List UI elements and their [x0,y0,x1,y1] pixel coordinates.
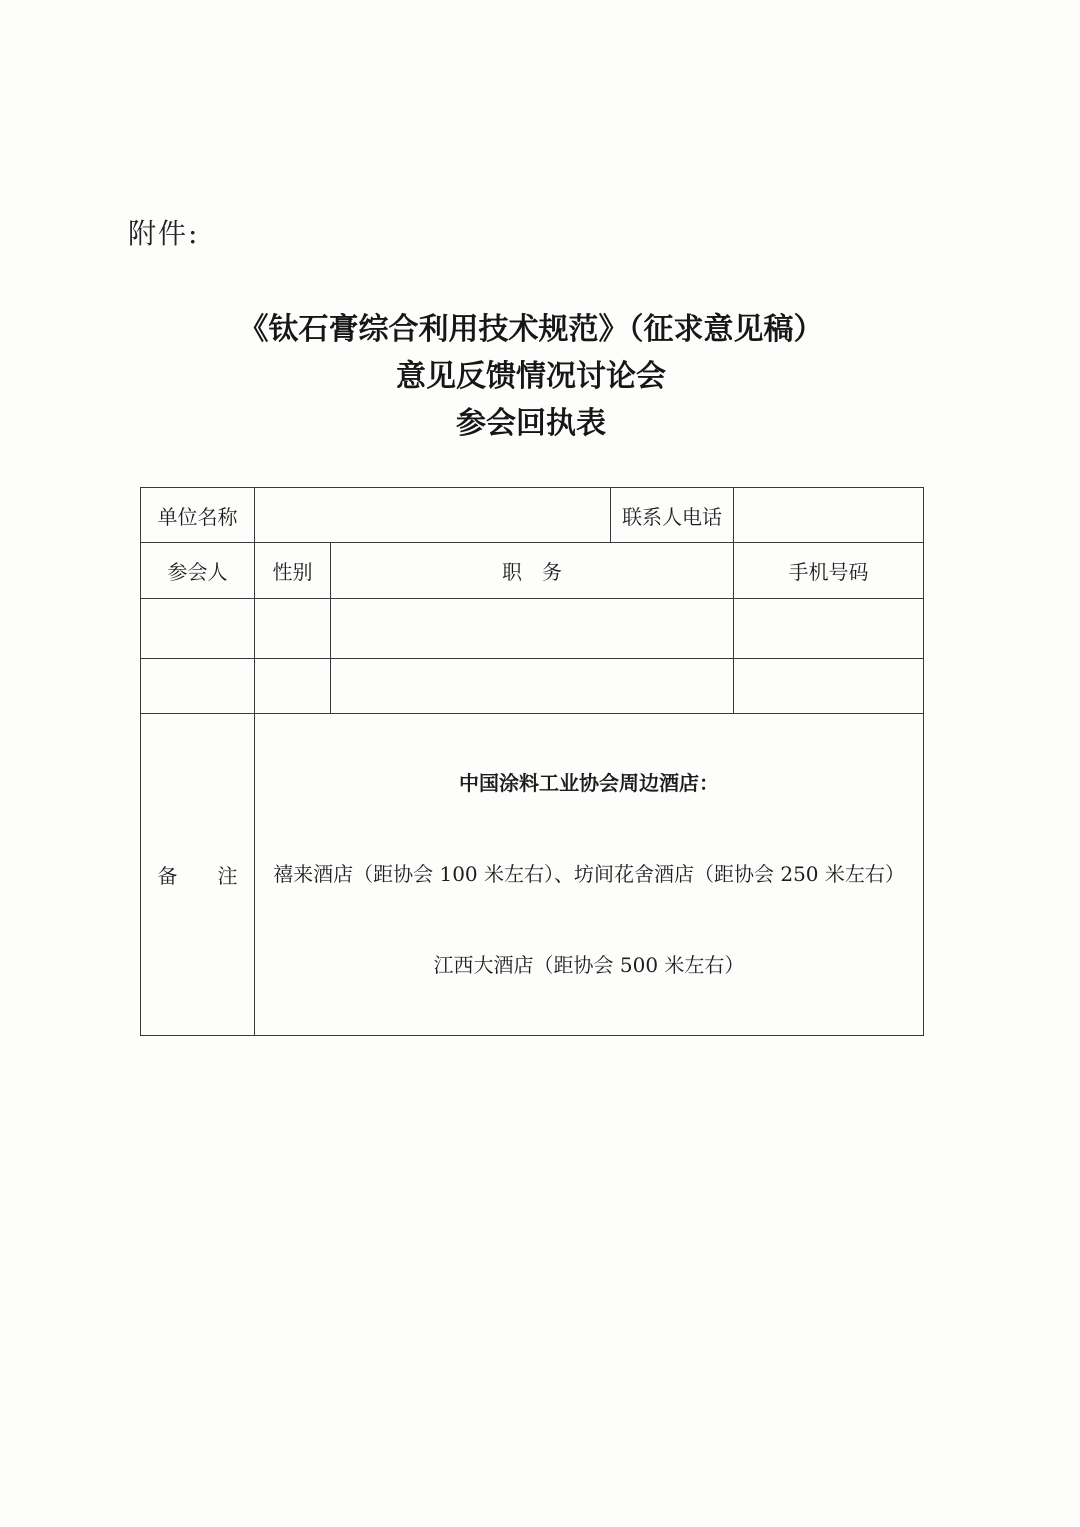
mobile-label: 手机号码 [734,543,924,599]
title-line-2: 意见反馈情况讨论会 [396,359,666,394]
remark-hotels-heading: 中国涂料工业协会周边酒店： [459,771,719,795]
title-line-3: 参会回执表 [456,406,606,441]
attendee1-mobile-cell [734,599,924,659]
table-row-remark [141,714,924,1036]
attendee2-gender-cell [255,659,331,714]
title-line-1: 《钛石膏综合利用技术规范》（征求意见稿） [238,312,824,347]
attendee1-position-cell [331,599,734,659]
contact-phone-label: 联系人电话 [611,488,734,543]
unit-name-input-cell [255,488,611,543]
table-row-unit [141,488,924,543]
document-title [0,306,1062,447]
attendee2-name-cell [141,659,255,714]
contact-phone-input-cell [734,488,924,543]
remark-hotels-line-1: 禧来酒店（距协会 100 米左右）、坊间花舍酒店（距协会 250 米左右） [273,862,905,886]
table-row-attendee-1 [141,599,924,659]
attendee1-name-cell [141,599,255,659]
reply-form-table [140,487,924,1036]
table-row-attendee-2 [141,659,924,714]
unit-name-label: 单位名称 [141,488,255,543]
attendee-label: 参会人 [141,543,255,599]
attendee2-position-cell [331,659,734,714]
remark-hotels-line-2: 江西大酒店（距协会 500 米左右） [433,953,745,977]
attachment-label: 附件: [128,217,200,250]
attendee2-mobile-cell [734,659,924,714]
table-row-header [141,543,924,599]
remark-content-cell [255,714,924,1036]
remark-label: 备 注 [141,714,255,1036]
position-label: 职 务 [331,543,734,599]
attendee1-gender-cell [255,599,331,659]
gender-label: 性别 [255,543,331,599]
